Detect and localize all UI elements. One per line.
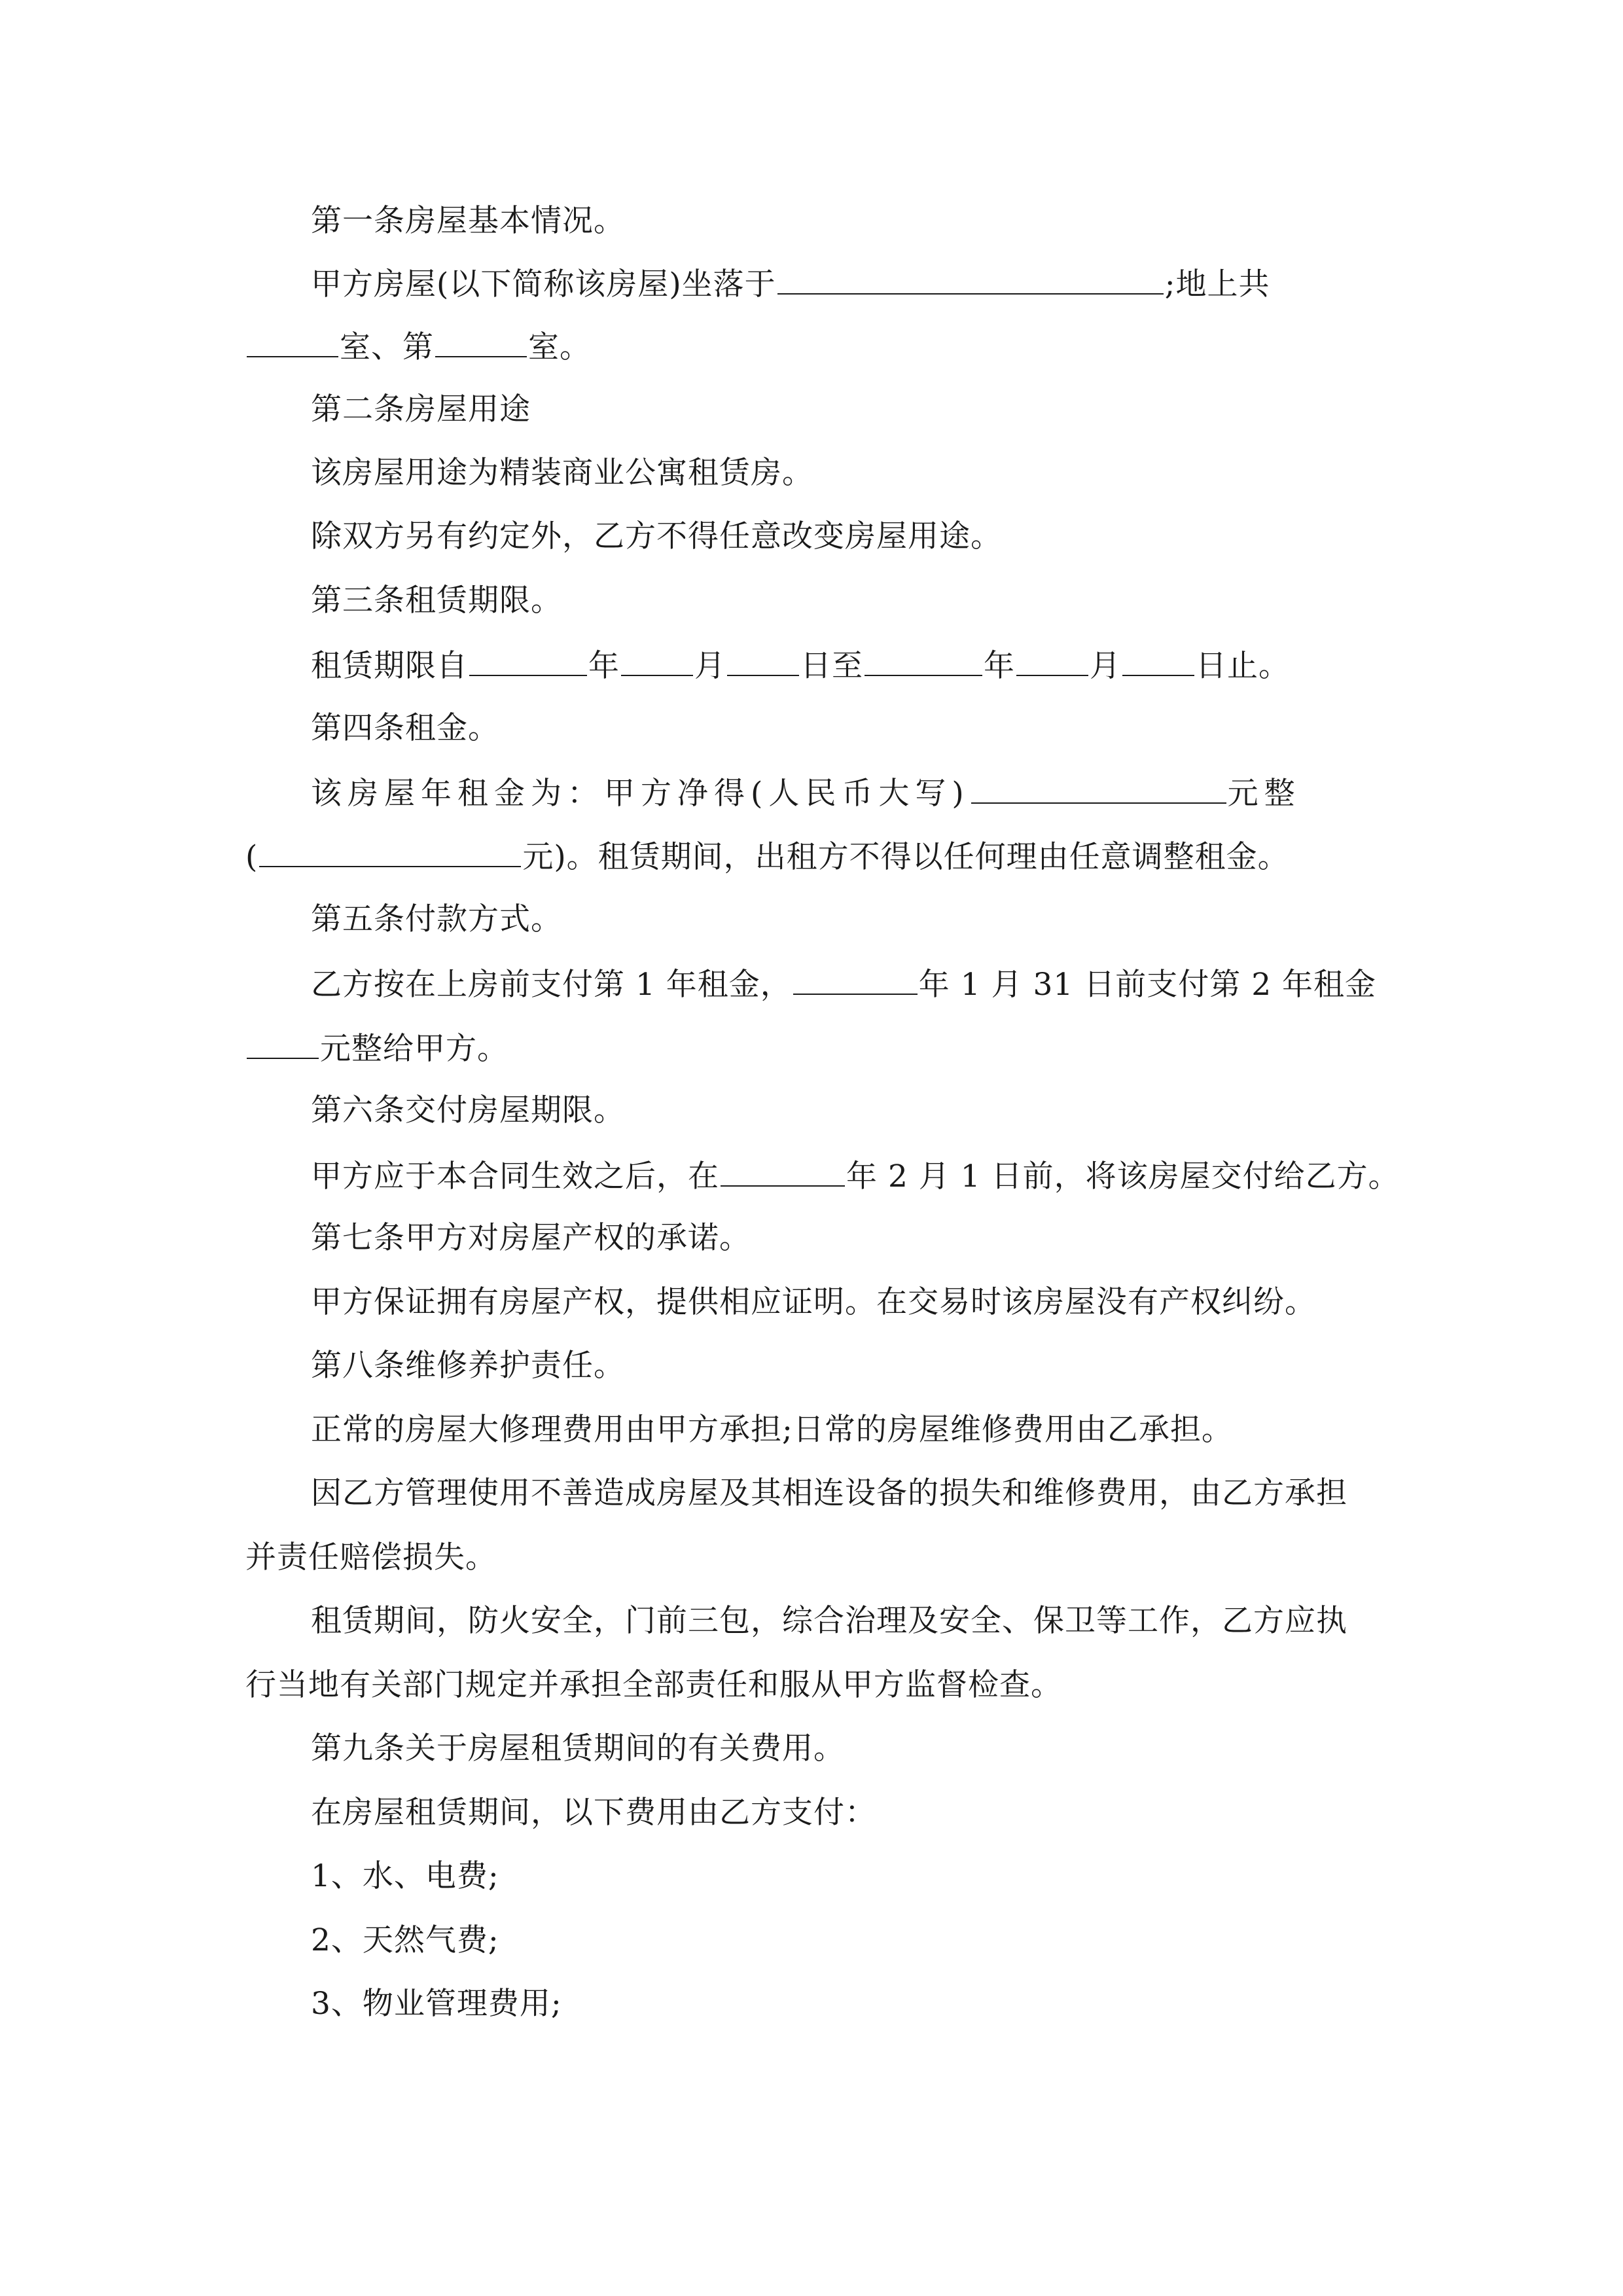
start-month-blank (621, 645, 693, 676)
article-1-text-d: 室。 (528, 329, 591, 365)
payment-text-b: 年 1 月 31 日前支付第 2 年租金 (918, 967, 1377, 1003)
delivery-text-b: 年 2 月 1 日前，将该房屋交付给乙方。 (846, 1158, 1400, 1194)
article-3-title-text: 第三条租赁期限。 (311, 583, 562, 619)
room-blank (435, 326, 527, 357)
article-6-title (311, 1091, 1378, 1130)
article-8-text-2b: 并责任赔偿损失。 (245, 1539, 497, 1575)
start-year-blank (469, 645, 587, 676)
article-2-title (311, 390, 1378, 429)
day-to-label: 日至 (800, 648, 863, 684)
payment-text-c: 元整给甲方。 (320, 1031, 508, 1067)
rent-text-b: 元整 (1227, 776, 1301, 812)
end-year-blank (865, 645, 982, 676)
article-8-paragraph-2 (311, 1474, 1378, 1513)
article-2-title-text: 第二条房屋用途 (311, 391, 531, 427)
article-4-rent-line-2 (245, 836, 1378, 877)
fee-item-3: 3、物业管理费用; (311, 1986, 562, 2022)
payment-amount-blank (247, 1028, 319, 1059)
delivery-year-blank (721, 1155, 845, 1187)
article-8-paragraph-2-cont (245, 1538, 1378, 1577)
article-5-title-text: 第五条付款方式。 (311, 901, 562, 937)
rent-figures-blank (259, 836, 521, 867)
article-1-title-text: 第一条房屋基本情况。 (311, 203, 625, 239)
article-5-payment-line (311, 963, 1378, 1005)
payment-text-a: 乙方按在上房前支付第 1 年租金， (311, 967, 792, 1003)
article-2-paragraph-2 (311, 517, 1378, 556)
article-8-text-1: 正常的房屋大修理费用由甲方承担;日常的房屋维修费用由乙承担。 (311, 1412, 1233, 1448)
article-1-text-a: 甲方房屋(以下简称该房屋)坐落于 (311, 266, 776, 302)
fee-item-2: 2、天然气费; (311, 1922, 499, 1958)
article-6-delivery-line (311, 1155, 1400, 1196)
start-month-label: 月 (694, 648, 726, 684)
article-2-paragraph-1 (311, 454, 1378, 493)
payment-year-blank (793, 963, 918, 995)
term-end-label: 日止。 (1196, 648, 1290, 684)
article-4-rent-line (311, 772, 1378, 814)
article-7-paragraph (311, 1283, 1378, 1322)
article-7-text: 甲方保证拥有房屋产权，提供相应证明。在交易时该房屋没有产权纠纷。 (311, 1284, 1316, 1320)
article-4-title-text: 第四条租金。 (311, 710, 499, 746)
list-item (311, 1857, 1378, 1896)
rent-text-a: 该房屋年租金为：甲方净得(人民币大写) (311, 776, 970, 812)
article-8-text-3a: 租赁期间，防火安全，门前三包，综合治理及安全、保卫等工作，乙方应执 (311, 1603, 1347, 1639)
delivery-text-a: 甲方应于本合同生效之后，在 (311, 1158, 719, 1194)
article-3-term-line (311, 645, 1378, 686)
article-5-payment-line-2 (245, 1028, 1378, 1069)
article-8-paragraph-1 (311, 1410, 1378, 1450)
fee-item-1: 1、水、电费; (311, 1858, 499, 1894)
article-9-text: 在房屋租赁期间，以下费用由乙方支付： (311, 1795, 876, 1831)
article-2-text-1: 该房屋用途为精装商业公寓租赁房。 (311, 455, 813, 491)
article-8-paragraph-3-cont (245, 1666, 1378, 1705)
article-9-paragraph (311, 1793, 1378, 1833)
article-7-title (311, 1219, 1378, 1258)
article-1-text-c: 室、第 (340, 329, 434, 365)
end-month-label: 月 (1090, 648, 1121, 684)
article-1-title (311, 202, 1378, 241)
rent-text-d: 元)。租赁期间，出租方不得以任何理由任意调整租金。 (522, 839, 1289, 875)
article-4-title (311, 709, 1378, 748)
rent-words-blank (971, 772, 1226, 804)
location-blank (777, 263, 1164, 295)
start-year-label: 年 (588, 648, 620, 684)
end-day-blank (1122, 645, 1194, 676)
article-8-title-text: 第八条维修养护责任。 (311, 1348, 625, 1384)
article-8-text-2a: 因乙方管理使用不善造成房屋及其相连设备的损失和维修费用，由乙方承担 (311, 1475, 1347, 1511)
end-year-label: 年 (984, 648, 1015, 684)
article-7-title-text: 第七条甲方对房屋产权的承诺。 (311, 1220, 751, 1256)
start-day-blank (727, 645, 799, 676)
end-month-blank (1016, 645, 1088, 676)
article-6-title-text: 第六条交付房屋期限。 (311, 1092, 625, 1128)
article-9-title (311, 1729, 1378, 1768)
list-item (311, 1984, 1378, 2024)
article-3-title (311, 581, 1378, 620)
term-from-label: 租赁期限自 (311, 648, 468, 684)
article-8-text-3b: 行当地有关部门规定并承担全部责任和服从甲方监督检查。 (245, 1667, 1062, 1703)
article-9-title-text: 第九条关于房屋租赁期间的有关费用。 (311, 1731, 845, 1767)
article-8-paragraph-3 (311, 1602, 1378, 1641)
rent-paren-open: ( (245, 839, 259, 875)
article-5-title (311, 900, 1378, 939)
article-2-text-2: 除双方另有约定外，乙方不得任意改变房屋用途。 (311, 518, 1002, 554)
article-1-room-line (245, 326, 1378, 367)
list-item (311, 1921, 1378, 1960)
article-1-location-line (311, 263, 1378, 304)
floor-blank (247, 326, 338, 357)
article-8-title (311, 1346, 1378, 1386)
article-1-text-b: ;地上共 (1164, 266, 1270, 302)
